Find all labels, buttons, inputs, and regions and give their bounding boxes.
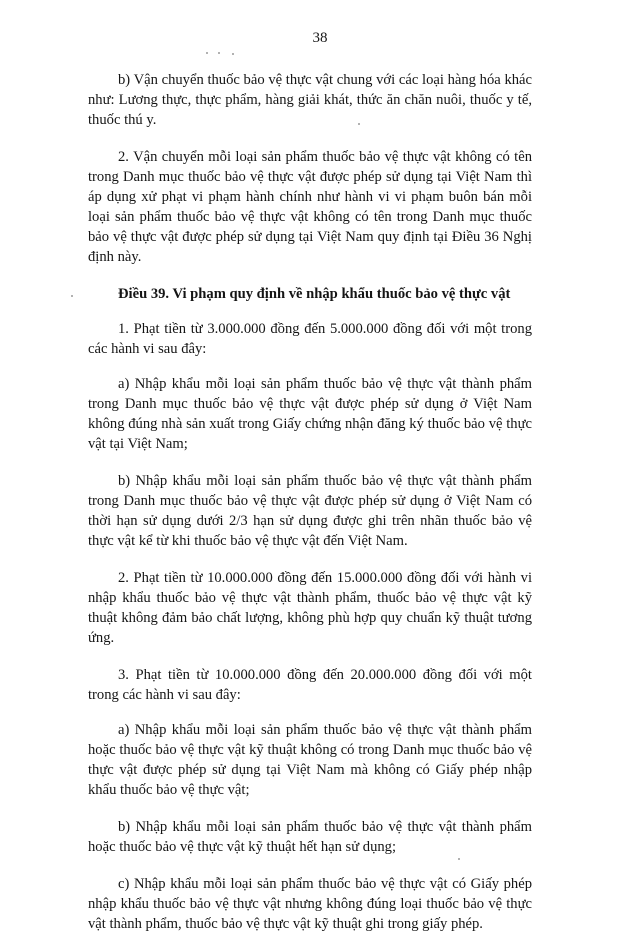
paragraph-transport-b: b) Vận chuyển thuốc bảo vệ thực vật chung với các loại hàng hóa khác như: Lương thực, thực phẩm, hàng giải khát, thức ăn chăn nuôi, thuốc y tế, thuốc thú y. xyxy=(88,72,532,128)
clause-1-point-a: a) Nhập khẩu mỗi loại sản phẩm thuốc bảo vệ thực vật thành phẩm trong Danh mục thuốc bảo vệ thực vật được phép sử dụng ở Việt Nam không đúng nhà sản xuất trong Giấy chứng nhận đăng ký thuốc bảo vệ thực vật tại Việt Nam; xyxy=(88,376,532,452)
page-number: 38 xyxy=(312,30,328,46)
paragraph-transport-2: 2. Vận chuyển mỗi loại sản phẩm thuốc bảo vệ thực vật không có tên trong Danh mục thuốc bảo vệ thực vật được phép sử dụng tại Việt Nam thì áp dụng xử phạt vi phạm hành chính như hành vi vi phạm buôn bán mỗi loại sản phẩm thuốc bảo vệ thực vật không có tên trong Danh mục thuốc bảo vệ thực vật được phép sử dụng tại Việt Nam quy định tại Điều 36 Nghị định này. xyxy=(88,149,532,265)
scan-speck xyxy=(218,52,220,54)
clause-1-point-b: b) Nhập khẩu mỗi loại sản phẩm thuốc bảo vệ thực vật thành phẩm trong Danh mục thuốc bảo vệ thực vật được phép sử dụng ở Việt Nam có thời hạn sử dụng dưới 2/3 hạn sử dụng được ghi trên nhãn thuốc bảo vệ thực vật kể từ khi thuốc bảo vệ thực vật đến Việt Nam. xyxy=(88,473,532,549)
clause-1: 1. Phạt tiền từ 3.000.000 đồng đến 5.000.000 đồng đối với một trong các hành vi sau đây: xyxy=(88,321,532,357)
scan-speck xyxy=(71,295,73,297)
clause-3-point-b: b) Nhập khẩu mỗi loại sản phẩm thuốc bảo vệ thực vật thành phẩm hoặc thuốc bảo vệ thực vật kỹ thuật hết hạn sử dụng; xyxy=(88,819,532,855)
scan-speck xyxy=(206,52,208,54)
scan-speck xyxy=(232,53,234,55)
article-39-heading: Điều 39. Vi phạm quy định về nhập khẩu thuốc bảo vệ thực vật xyxy=(118,286,511,302)
clause-3: 3. Phạt tiền từ 10.000.000 đồng đến 20.000.000 đồng đối với một trong các hành vi sau đây: xyxy=(88,667,532,703)
clause-3-point-a: a) Nhập khẩu mỗi loại sản phẩm thuốc bảo vệ thực vật thành phẩm hoặc thuốc bảo vệ thực vật kỹ thuật không có trong Danh mục thuốc bảo vệ thực vật được phép sử dụng tại Việt Nam mà không có Giấy phép nhập khẩu thuốc bảo vệ thực vật; xyxy=(88,722,532,798)
clause-2: 2. Phạt tiền từ 10.000.000 đồng đến 15.000.000 đồng đối với hành vi nhập khẩu thuốc bảo vệ thực vật thành phẩm, thuốc bảo vệ thực vật kỹ thuật không đảm bảo chất lượng, không phù hợp quy chuẩn kỹ thuật tương ứng. xyxy=(88,570,532,646)
clause-3-point-c: c) Nhập khẩu mỗi loại sản phẩm thuốc bảo vệ thực vật có Giấy phép nhập khẩu thuốc bảo vệ thực vật nhưng không đúng loại thuốc bảo vệ thực vật thành phẩm, thuốc bảo vệ thực vật kỹ thuật ghi trong giấy phép. xyxy=(88,876,532,932)
document-body xyxy=(88,70,532,951)
